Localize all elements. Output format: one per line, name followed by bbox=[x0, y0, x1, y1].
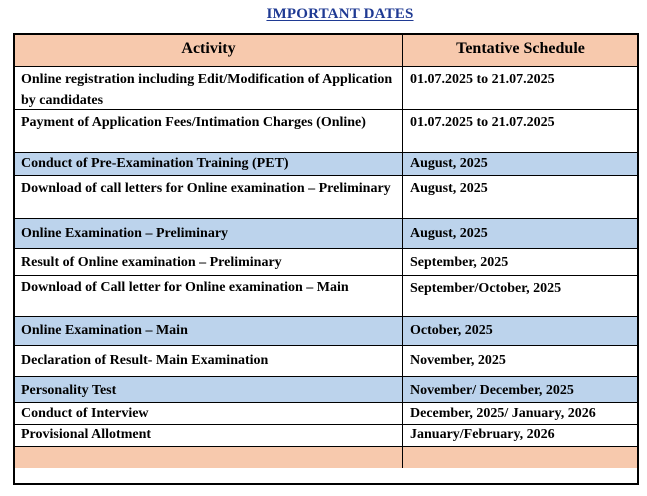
table-row-activity bbox=[15, 447, 403, 468]
table-row-activity: Declaration of Result- Main Examination bbox=[15, 346, 403, 377]
table-row-activity: Online registration including Edit/Modification of Application by candidates bbox=[15, 67, 403, 110]
table-row-activity: Personality Test bbox=[15, 377, 403, 403]
table-row-schedule: November/ December, 2025 bbox=[403, 377, 637, 403]
table-row-schedule: August, 2025 bbox=[403, 176, 637, 219]
page-title: IMPORTANT DATES bbox=[266, 6, 414, 22]
table-row-activity: Conduct of Interview bbox=[15, 403, 403, 425]
table-row-activity: Conduct of Pre-Examination Training (PET) bbox=[15, 153, 403, 176]
table-row-activity: Download of Call letter for Online examination – Main bbox=[15, 276, 403, 317]
table-row-activity: Online Examination – Main bbox=[15, 317, 403, 346]
table-row-schedule: December, 2025/ January, 2026 bbox=[403, 403, 637, 425]
column-header-schedule: Tentative Schedule bbox=[403, 35, 637, 67]
table-row-activity: Result of Online examination – Preliminary bbox=[15, 249, 403, 276]
table-row-activity: Download of call letters for Online examination – Preliminary bbox=[15, 176, 403, 219]
table-row-schedule: 01.07.2025 to 21.07.2025 bbox=[403, 67, 637, 110]
table-row-schedule: August, 2025 bbox=[403, 153, 637, 176]
table-row-schedule: September/October, 2025 bbox=[403, 276, 637, 317]
table-row-schedule: September, 2025 bbox=[403, 249, 637, 276]
table-row-activity: Payment of Application Fees/Intimation Charges (Online) bbox=[15, 110, 403, 153]
important-dates-table bbox=[13, 33, 639, 485]
table-row-schedule: August, 2025 bbox=[403, 219, 637, 249]
table-row-schedule: November, 2025 bbox=[403, 346, 637, 377]
table-row-activity: Online Examination – Preliminary bbox=[15, 219, 403, 249]
table-row-schedule: October, 2025 bbox=[403, 317, 637, 346]
table-row-schedule bbox=[403, 447, 637, 468]
table-row-schedule: 01.07.2025 to 21.07.2025 bbox=[403, 110, 637, 153]
table-row-activity: Provisional Allotment bbox=[15, 425, 403, 447]
table-row-schedule: January/February, 2026 bbox=[403, 425, 637, 447]
column-header-activity: Activity bbox=[15, 35, 403, 67]
